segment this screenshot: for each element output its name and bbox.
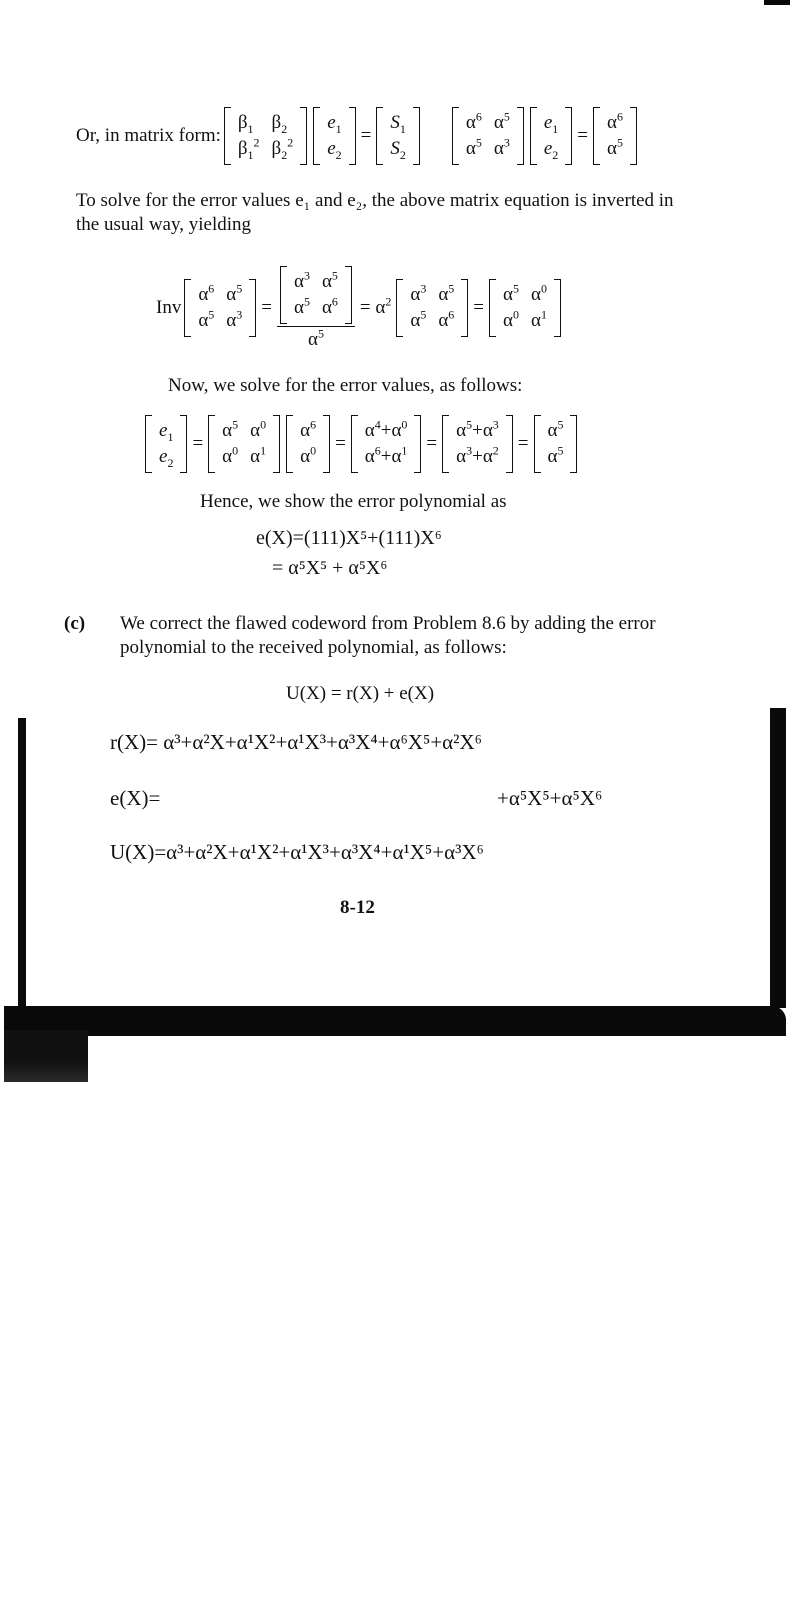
solve-paragraph: To solve for the error values e₁ and e₂, the above matrix equation is inverted in the usual way, yielding (76, 190, 674, 235)
page-number: 8-12 (340, 897, 375, 918)
scan-bottom-smudge (4, 1030, 88, 1082)
hence-line: Hence, we show the error polynomial as (200, 491, 507, 512)
u-definition: U(X) = r(X) + e(X) (286, 683, 435, 704)
alpha-matrix: $\alpha^6$ $\alpha^5$ $\alpha^5$ $\alpha^3$ (452, 107, 524, 165)
inverse-result: $\alpha^5$ $\alpha^0$ $\alpha^0$ $\alpha^1$ (489, 279, 561, 337)
error-vector: $e_1$ $e_2$ (313, 107, 355, 165)
error-line-label: e(X)= (110, 786, 161, 810)
sum-vector-1: $\alpha^4+\alpha^0$ $\alpha^6+\alpha^1$ (351, 415, 422, 473)
syndrome-alpha-vector: $\alpha^6$ $\alpha^5$ (593, 107, 637, 165)
corrected-codeword: U(X)=α³+α²X+α¹X²+α¹X³+α³X⁴+α¹X⁵+α³X⁶ (110, 840, 484, 864)
syndrome-vector: $S_1$ $S_2$ (376, 107, 420, 165)
error-polynomial-line2: = α⁵X⁵ + α⁵X⁶ (272, 557, 388, 579)
matrix-form-label: Or, in matrix form: (76, 125, 221, 146)
inv-label: Inv (156, 297, 182, 318)
error-vector-2: $e_1$ $e_2$ (530, 107, 572, 165)
scan-bottom-band (4, 1006, 786, 1036)
scaled-matrix: $\alpha^3$ $\alpha^5$ $\alpha^5$ $\alpha^6$ (396, 279, 468, 337)
alpha-matrix-inv: $\alpha^6$ $\alpha^5$ $\alpha^5$ $\alpha^3$ (184, 279, 256, 337)
error-line-terms: +α⁵X⁵+α⁵X⁶ (497, 786, 603, 810)
matrix-form-line: Or, in matrix form: $\beta_1$ $\beta_2$ $\beta_1^2$ $\beta_2^2$ $e_1$ $e_2$ = $S_1$ $S_2$ $\alpha^6$ $\alpha^5$ $\alpha^5$ $\alpha^3$ $e_1$ $e_2$ = $\alpha^6$ $\alpha^5$ (76, 100, 640, 172)
beta-matrix: $\beta_1$ $\beta_2$ $\beta_1^2$ $\beta_2^2$ (224, 107, 307, 165)
e-vector: $e_1$ $e_2$ (145, 415, 187, 473)
syndrome-apply: $\alpha^6$ $\alpha^0$ (286, 415, 330, 473)
error-values-equation: $e_1$ $e_2$ = $\alpha^5$ $\alpha^0$ $\alpha^0$ $\alpha^1$ $\alpha^6$ $\alpha^0$ = $\alpha^4+\alpha^0$ $\alpha^6+\alpha^1$ = $\alpha^5+\alpha^3$ $\alpha^3+\alpha^2$ = $\alpha^5$ $\alpha^5$ (142, 408, 580, 480)
now-solve-line: Now, we solve for the error values, as follows: (168, 375, 523, 396)
inverse-equation: Inv $\alpha^6$ $\alpha^5$ $\alpha^5$ $\alpha^3$ = $\alpha^3$ $\alpha^5$ $\alpha^5$ $\alpha^6$ $\alpha^5$ = $\alpha^2$ $\alpha^3$ $\alpha^5$ $\alpha^5$ $\alpha^6$ = $\alpha^5$ $\alpha^0$ $\alpha^0$ $\alpha^1$ (156, 258, 564, 358)
result-vector: $\alpha^5$ $\alpha^5$ (534, 415, 578, 473)
part-c-text: We correct the flawed codeword from Problem 8.6 by adding the error polynomial to the received polynomial, as follows: (120, 613, 656, 658)
error-polynomial-line1: e(X)=(111)X⁵+(111)X⁶ (256, 527, 442, 549)
scan-left-bar (18, 718, 26, 1014)
scan-top-mark (764, 0, 790, 5)
received-polynomial: r(X)= α³+α²X+α¹X²+α¹X³+α³X⁴+α⁶X⁵+α²X⁶ (110, 730, 482, 754)
part-c-label: (c) (64, 613, 86, 634)
scan-right-bar (770, 708, 786, 1008)
adjugate-fraction: $\alpha^3$ $\alpha^5$ $\alpha^5$ $\alpha^6$ $\alpha^5$ (277, 266, 355, 351)
inv-matrix-apply: $\alpha^5$ $\alpha^0$ $\alpha^0$ $\alpha^1$ (208, 415, 280, 473)
sum-vector-2: $\alpha^5+\alpha^3$ $\alpha^3+\alpha^2$ (442, 415, 513, 473)
